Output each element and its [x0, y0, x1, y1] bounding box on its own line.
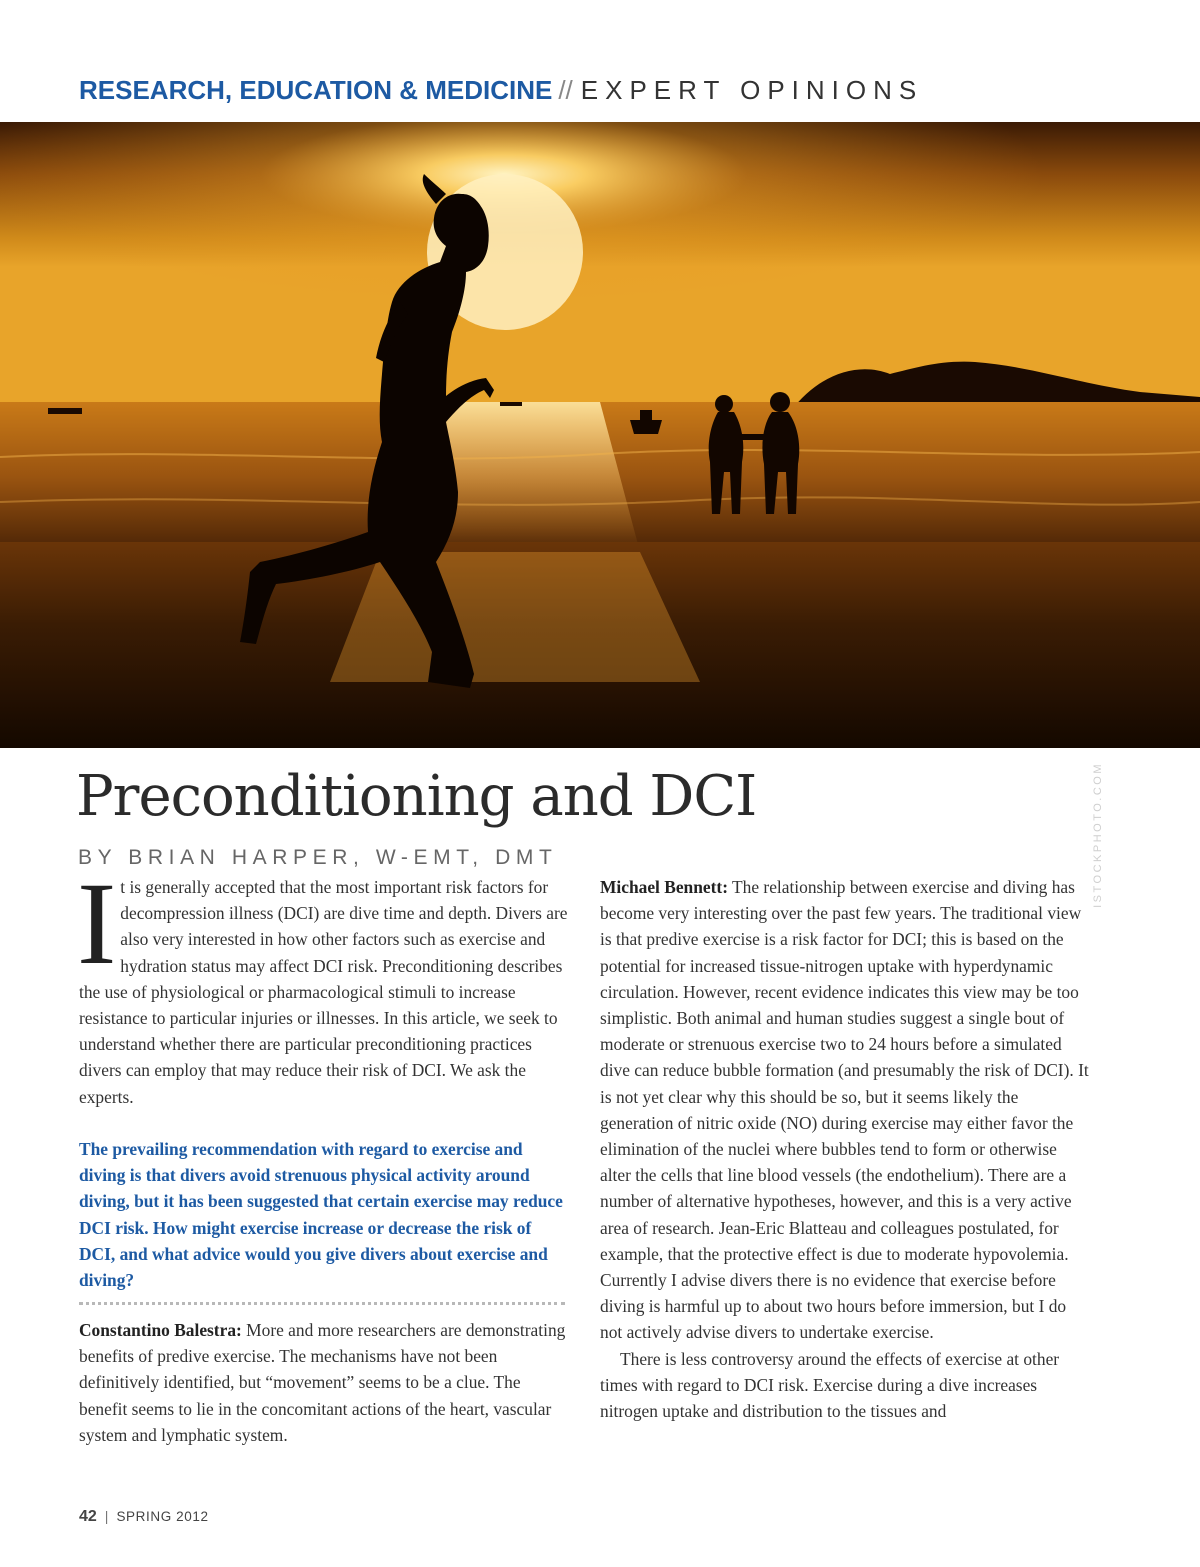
subsection-title: EXPERT OPINIONS [580, 75, 924, 105]
page-number: 42 [79, 1508, 97, 1525]
section-title: RESEARCH, EDUCATION & MEDICINE [79, 75, 553, 105]
left-column [77, 858, 569, 1448]
footer-divider: | [104, 1508, 109, 1524]
speaker-name: Constantino Balestra: [79, 1320, 242, 1340]
article-title: Preconditioning and DCI [76, 764, 757, 829]
answer-bennett-continued: There is less controversy around the effects of exercise at other times with regard to DCI risk. Exercise during a dive increases nitrogen uptake and distribution to the tissues and [600, 1348, 1060, 1422]
drop-cap: I [77, 858, 117, 989]
header-separator: // [558, 75, 573, 105]
section-header [79, 73, 923, 107]
photo-credit: ISTOCKPHOTO.COM [1092, 762, 1104, 908]
article-byline: BY BRIAN HARPER, W-EMT, DMT [78, 846, 558, 869]
beach-sunset-runner-photo [0, 122, 1200, 748]
answer-text: The relationship between exercise and diving has become very interesting over the past few years. The traditional view is that predive exercise is a risk factor for DCI; this is based on the potential for increased tissue-nitrogen uptake with hyperdynamic circulation. However, recent evidence indicates this view may be too simplistic. Both animal and human studies suggest a single bout of moderate or strenuous exercise two to 24 hours before a simulated dive can reduce bubble formation (and presumably the risk of DCI). It is not yet clear why this should be so, but it seems likely the generation of nitric oxide (NO) during exercise may either favor the elimination of the nuclei where bubbles tend to form or otherwise alter the cells that line blood vessels (the endothelium). There are a number of alternative hypotheses, however, and this is a very active area of research. Jean-Eric Blatteau and colleagues postulated, for example, that the protective effect is due to moderate hypovolemia. Currently I advise divers there is no evidence that exercise before diving is harmful up to about two hours before immersion, but I do not actively advise divers to undertake exercise. [600, 877, 1089, 1343]
dotted-divider [79, 1302, 565, 1305]
page-footer [79, 1508, 209, 1526]
right-column [600, 874, 1090, 1424]
intro-paragraph [77, 858, 569, 1136]
speaker-name: Michael Bennett: [600, 877, 728, 897]
answer-bennett [600, 874, 1090, 1346]
interview-question: The prevailing recommendation with regard to exercise and diving is that divers avoid strenuous physical activity around diving, but it has been suggested that certain exercise may reduce DCI risk. How might exercise increase or decrease the risk of DCI, and what advice would you give divers about exercise and diving? [79, 1139, 563, 1291]
issue-label: SPRING 2012 [116, 1509, 209, 1524]
answer-balestra [79, 1317, 569, 1448]
answer-text: More and more researchers are demonstrating benefits of predive exercise. The mechanisms have not been definitively identified, but “movement” seems to be a clue. The benefit seems to lie in the concomitant actions of the heart, vascular system and lymphatic system. [79, 1320, 566, 1445]
intro-text: t is generally accepted that the most important risk factors for decompression illness (DCI) are dive time and depth. Divers are also very interested in how other factors such as exercise and hydration status may affect DCI risk. Preconditioning describes the use of physiological or pharmacological stimuli to increase resistance to particular injuries or illnesses. In this article, we seek to understand whether there are particular preconditioning practices divers can employ that may reduce their risk of DCI. We ask the experts. [79, 877, 568, 1107]
